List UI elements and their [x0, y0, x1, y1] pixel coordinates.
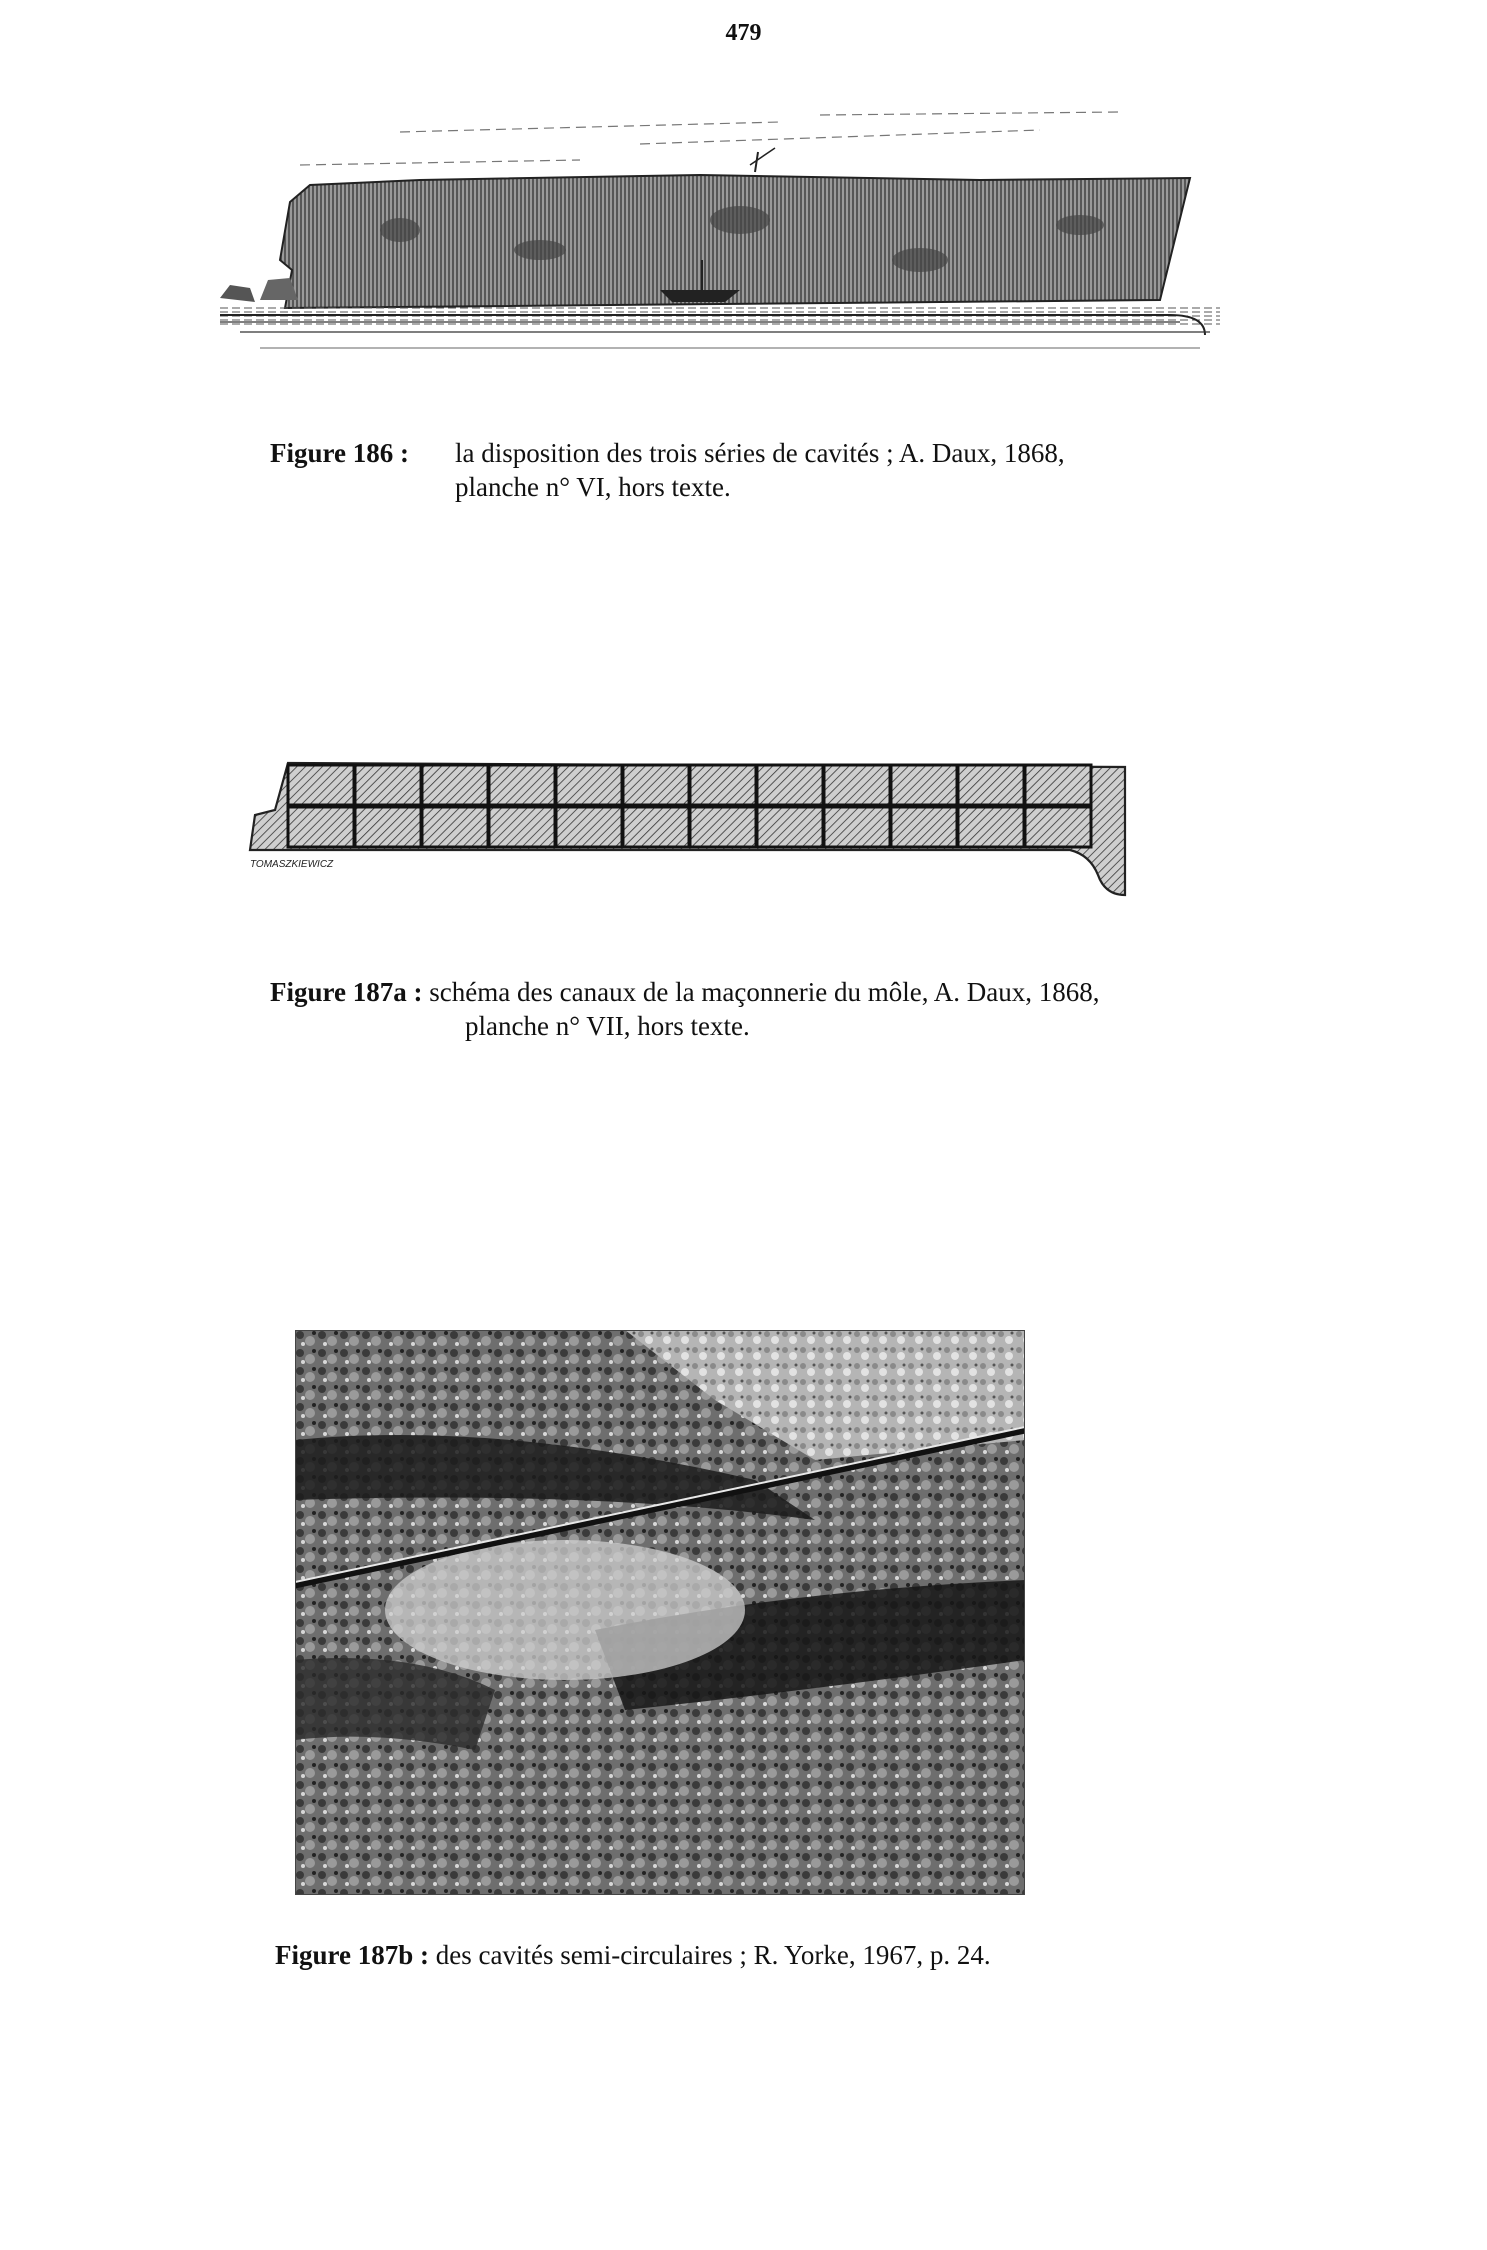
channel-cell: [1025, 765, 1091, 805]
figure-187a-schematic: [240, 755, 1140, 905]
channel-cell: [489, 765, 555, 805]
channel-cell: [958, 807, 1024, 847]
channel-cell: [288, 807, 354, 847]
figure-187b-photograph: [295, 1330, 1025, 1895]
mole-engraving-illustration: [220, 110, 1220, 370]
masonry-channels-diagram: [240, 755, 1140, 905]
channel-cell: [355, 765, 421, 805]
channel-cell: [1025, 807, 1091, 847]
channel-cell: [288, 765, 354, 805]
figure-187a-label: Figure 187a :: [270, 977, 423, 1007]
figure-186-caption: [270, 436, 1230, 504]
semi-circular-cavities-photo: [295, 1330, 1025, 1895]
figure-187a-caption-line1: schéma des canaux de la maçonnerie du môle, A. Daux, 1868,: [429, 977, 1100, 1007]
channel-cell: [355, 807, 421, 847]
channel-cell: [623, 807, 689, 847]
page-number: 479: [725, 20, 762, 46]
channel-cell: [690, 765, 756, 805]
figure-186-label: Figure 186 :: [270, 438, 409, 468]
channel-cell: [422, 765, 488, 805]
channel-cell: [690, 807, 756, 847]
figure-186-engraving: [220, 110, 1220, 370]
figure-186-caption-line1: la disposition des trois séries de cavités ; A. Daux, 1868,: [455, 438, 1065, 468]
channel-cell: [556, 807, 622, 847]
channel-cell: [422, 807, 488, 847]
figure-187b-label: Figure 187b :: [275, 1940, 429, 1970]
engraver-signature: TOMASZKIEWICZ: [250, 859, 334, 870]
channel-cell: [824, 807, 890, 847]
channel-cell: [489, 807, 555, 847]
channel-cell: [958, 765, 1024, 805]
channel-cell: [891, 765, 957, 805]
channel-cell: [891, 807, 957, 847]
figure-187a-caption: [270, 975, 1270, 1043]
channel-cell: [623, 765, 689, 805]
channel-cell: [824, 765, 890, 805]
figure-187b-caption-line1: des cavités semi-circulaires ; R. Yorke, 1967, p. 24.: [435, 1940, 991, 1970]
figure-187a-caption-line2: planche n° VII, hors texte.: [465, 1011, 750, 1041]
figure-186-caption-line2: planche n° VI, hors texte.: [455, 472, 731, 502]
channel-cell: [556, 765, 622, 805]
figure-187b-caption: [275, 1938, 1275, 1972]
channel-cell: [757, 765, 823, 805]
channel-cell: [757, 807, 823, 847]
